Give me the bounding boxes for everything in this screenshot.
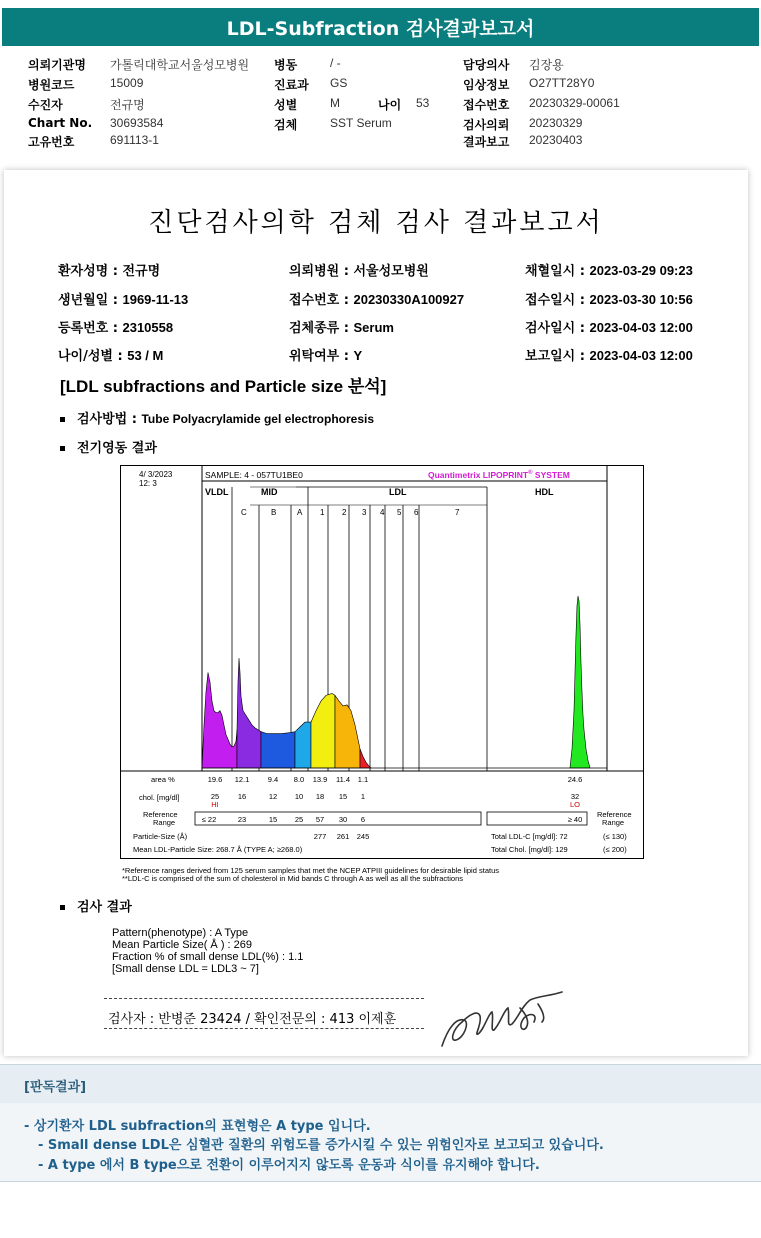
area-pct-value: 8.0 [293, 775, 305, 784]
row-label-mean: Mean LDL-Particle Size: 268.7 Å (TYPE A; ≥268.0) [133, 845, 303, 854]
report-title: 진단검사의학 검체 검사 결과보고서 [148, 208, 604, 238]
patient-info-item: 등록번호 : 2310558 [58, 320, 174, 336]
curve-segment-hdl [570, 596, 590, 768]
curve-segment-c [237, 658, 261, 768]
patient-info-item: 접수일시 : 2023-03-30 10:56 [525, 292, 693, 308]
curve-segment-2 [335, 695, 360, 768]
patient-info-item: 보고일시 : 2023-04-03 12:00 [525, 348, 693, 364]
header-value: 30693584 [110, 116, 164, 130]
total-ldl-ref: (≤ 130) [603, 832, 627, 841]
result-line: Pattern(phenotype) : A Type [112, 927, 249, 939]
area-pct-value: 13.9 [312, 775, 328, 784]
area-pct-value: 19.6 [207, 775, 223, 784]
chol-value: 10 [294, 792, 304, 801]
method-line: 검사방법 : Tube Polyacrylamide gel electrophoresis [60, 408, 374, 427]
group-label-hdl: HDL [535, 487, 554, 497]
band-label-6: 6 [414, 508, 419, 517]
band-label-1: 1 [320, 508, 325, 517]
report-banner-title: LDL-Subfraction 검사결과보고서 [2, 8, 759, 46]
chart-date: 4/ 3/2023 [139, 470, 173, 479]
particle-size-value: 245 [356, 832, 370, 841]
patient-info-item: 채혈일시 : 2023-03-29 09:23 [525, 263, 693, 279]
electrophoresis-heading: 전기영동 결과 [60, 437, 157, 456]
electrophoresis-svg [121, 466, 643, 858]
curve-segment-b [261, 732, 295, 768]
area-pct-value: 11.4 [335, 775, 351, 784]
reference-value: 6 [360, 815, 366, 824]
chol-value: 32 [570, 792, 580, 801]
chol-value: 16 [237, 792, 247, 801]
header-value: / - [330, 56, 341, 70]
reference-value: 57 [315, 815, 325, 824]
judgement-body [0, 1103, 761, 1182]
header-value: 20230329-00061 [529, 96, 620, 110]
judgement-line: - A type 에서 B type으로 전환이 이루어지지 않도록 운동과 식이를 유지해야 합니다. [38, 1158, 540, 1173]
header-label: 병원코드 [28, 78, 75, 92]
area-pct-value: 1.1 [357, 775, 369, 784]
judgement-line: - Small dense LDL은 심혈관 질환의 위험도를 증가시킬 수 있는 위험인자로 보고되고 있습니다. [38, 1138, 604, 1153]
electrophoresis-chart [120, 465, 644, 859]
band-label-2: 2 [342, 508, 347, 517]
reference-value: 25 [294, 815, 304, 824]
chol-value: 25 [210, 792, 220, 801]
footnote-line: *Reference ranges derived from 125 serum samples that met the NCEP ATPIII guidelines for desirable lipid status [122, 866, 499, 875]
header-label: 나이 [378, 98, 402, 112]
header-value: 20230403 [529, 133, 583, 147]
header-label: 접수번호 [463, 98, 510, 112]
header-value: 20230329 [529, 116, 583, 130]
band-label-c: C [241, 508, 247, 517]
reference-value: ≥ 40 [567, 815, 583, 824]
patient-info-item: 검체종류 : Serum [289, 320, 394, 336]
header-label: 의뢰기관명 [28, 58, 86, 72]
band-label-4: 4 [380, 508, 385, 517]
chart-brand: Quantimetrix LIPOPRINT® SYSTEM [428, 470, 570, 480]
area-pct-value: 12.1 [234, 775, 250, 784]
header-value: O27TT28Y0 [529, 76, 595, 90]
result-line: Fraction % of small dense LDL(%) : 1.1 [112, 951, 304, 963]
report-page [4, 170, 748, 1056]
patient-info-item: 검사일시 : 2023-04-03 12:00 [525, 320, 693, 336]
chol-value: 18 [315, 792, 325, 801]
header-label: 진료과 [274, 78, 309, 92]
signature-divider [104, 998, 424, 999]
header-value: 김장용 [529, 58, 564, 72]
patient-info-item: 위탁여부 : Y [289, 348, 363, 364]
group-label-mid: MID [261, 487, 278, 497]
footnote-line: **LDL-C is comprised of the sum of cholesterol in Mid bands C through A as well as all the subfractions [122, 874, 464, 883]
row-label-chol: chol. [mg/dl] [139, 793, 180, 802]
ref-side-label-reference: Reference [597, 810, 632, 819]
band-label-7: 7 [455, 508, 460, 517]
row-label-particle: Particle-Size (Å) [133, 832, 188, 841]
header-label: 수진자 [28, 98, 63, 112]
header-value: 691113-1 [110, 133, 159, 147]
patient-info-item: 환자성명 : 전규명 [58, 263, 161, 279]
header-label: 검사의뢰 [463, 118, 510, 132]
judgement-header [0, 1064, 761, 1104]
area-pct-value: 24.6 [567, 775, 583, 784]
results-block [112, 927, 303, 975]
judgement-line: - 상기환자 LDL subfraction의 표현형은 A type 입니다. [24, 1119, 371, 1134]
reference-value: ≤ 22 [201, 815, 217, 824]
curve-segment-a [295, 722, 311, 768]
total-chol: Total Chol. [mg/dl]: 129 [491, 845, 568, 854]
chol-value: 12 [268, 792, 278, 801]
result-line: Mean Particle Size( Å ) : 269 [112, 939, 253, 951]
reference-value: 30 [338, 815, 348, 824]
reference-value: 15 [268, 815, 278, 824]
signer-line: 검사자 : 반병준 23424 / 확인전문의 : 413 이제훈 [108, 1012, 397, 1027]
ref-side-label-range: Range [602, 818, 625, 827]
header-label: 고유번호 [28, 135, 75, 149]
chart-time: 12: 3 [139, 479, 157, 488]
row-label-area: area % [151, 775, 175, 784]
header-label: 임상정보 [463, 78, 510, 92]
row-label-range: Range [153, 818, 176, 827]
band-label-5: 5 [397, 508, 402, 517]
header-value: M [330, 96, 340, 110]
area-pct-value: 9.4 [267, 775, 279, 784]
curve-segment-3 [360, 749, 371, 768]
reference-value: 23 [237, 815, 247, 824]
particle-size-value: 261 [336, 832, 350, 841]
band-label-3: 3 [362, 508, 367, 517]
total-ldl: Total LDL-C [mg/dl]: 72 [491, 832, 568, 841]
signature-divider [104, 1028, 424, 1029]
group-label-ldl: LDL [389, 487, 407, 497]
chol-flag-hi: HI [211, 800, 219, 809]
results-heading: 검사 결과 [60, 896, 132, 915]
header-label: 담당의사 [463, 58, 510, 72]
chart-footnotes [122, 867, 499, 883]
group-label-vldl: VLDL [205, 487, 229, 497]
chol-value: 1 [360, 792, 366, 801]
header-label: 병동 [274, 58, 298, 72]
row-label-reference: Reference [143, 810, 178, 819]
header-label: 검체 [274, 118, 298, 132]
curve-segment-1 [311, 694, 335, 769]
chart-sample: SAMPLE: 4 - 057TU1BE0 [205, 470, 303, 480]
bullet-icon [60, 905, 65, 910]
judgement-title: [판독결과] [24, 1080, 87, 1095]
result-line: [Small dense LDL = LDL3 ~ 7] [112, 963, 259, 975]
band-label-b: B [271, 508, 277, 517]
header-value: 53 [416, 96, 430, 110]
particle-size-value: 277 [313, 832, 327, 841]
handwritten-signature [434, 988, 569, 1054]
header-label: 성별 [274, 98, 298, 112]
header-label: 결과보고 [463, 135, 510, 149]
section-title: [LDL subfractions and Particle size 분석] [60, 377, 387, 396]
patient-info-item: 의뢰병원 : 서울성모병원 [289, 263, 429, 279]
bullet-icon [60, 446, 65, 451]
bullet-icon [60, 417, 65, 422]
chol-flag-lo: LO [569, 800, 581, 809]
patient-info-item: 나이/성별 : 53 / M [58, 348, 164, 364]
header-label: Chart No. [28, 116, 93, 130]
header-value: 15009 [110, 76, 144, 90]
total-chol-ref: (≤ 200) [603, 845, 627, 854]
header-value: 가톨릭대학교서울성모병원 [110, 58, 250, 72]
patient-info-item: 접수번호 : 20230330A100927 [289, 292, 465, 308]
header-value: 전규명 [110, 98, 145, 112]
band-label-a: A [297, 508, 303, 517]
patient-info-item: 생년월일 : 1969-11-13 [58, 292, 189, 308]
header-value: SST Serum [330, 116, 392, 130]
chol-value: 15 [338, 792, 348, 801]
header-value: GS [330, 76, 348, 90]
